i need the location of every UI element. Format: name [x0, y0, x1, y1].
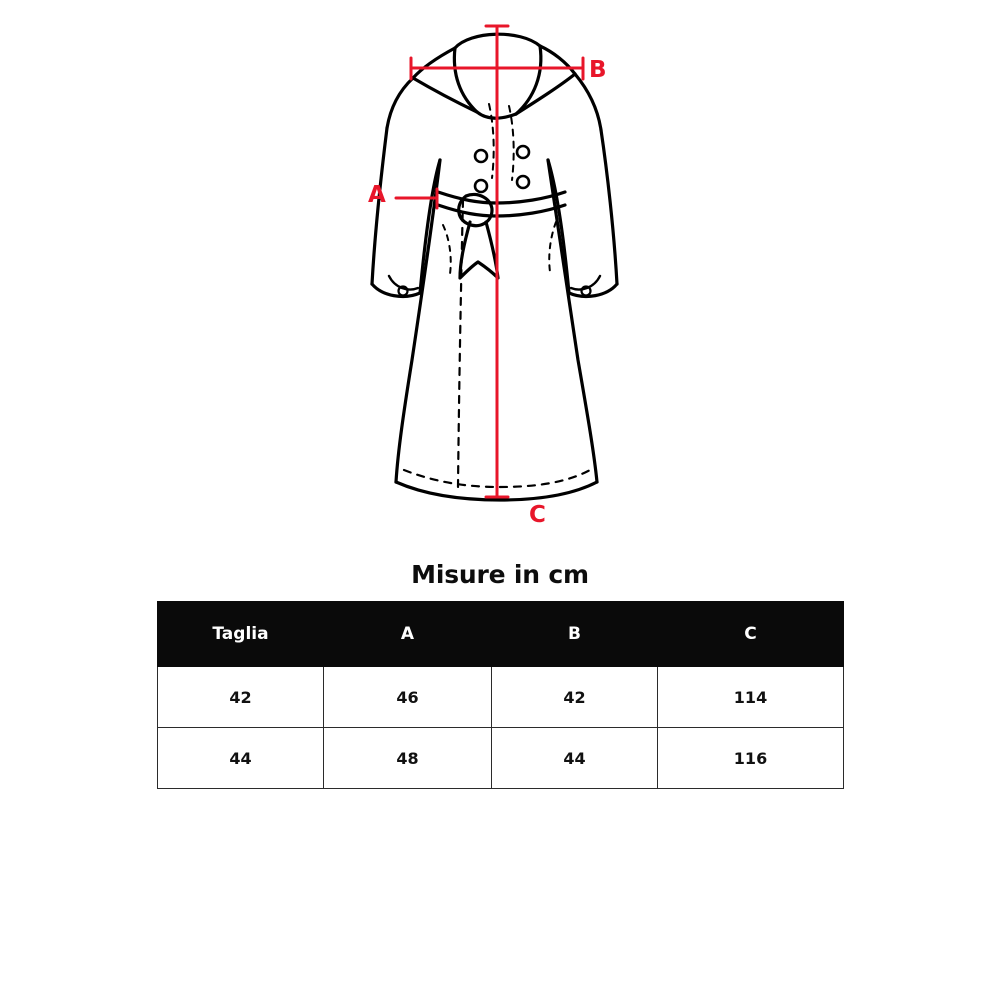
- size-table: [157, 601, 844, 789]
- cell-taglia: 44: [158, 728, 324, 789]
- cell-b: 42: [492, 667, 658, 728]
- table-row: [158, 667, 844, 728]
- measure-label-c: C: [529, 502, 547, 528]
- cell-c: 116: [658, 728, 844, 789]
- measure-label-b: B: [589, 57, 608, 83]
- table-row: [158, 728, 844, 789]
- cell-a: 48: [324, 728, 492, 789]
- size-table-section: [157, 560, 843, 789]
- table-title: Misure in cm: [411, 560, 589, 589]
- cell-a: 46: [324, 667, 492, 728]
- column-header-c: C: [658, 602, 844, 667]
- cell-b: 44: [492, 728, 658, 789]
- measure-label-a: A: [368, 182, 387, 208]
- column-header-a: A: [324, 602, 492, 667]
- cell-taglia: 42: [158, 667, 324, 728]
- table-header-row: [158, 602, 844, 667]
- column-header-taglia: Taglia: [158, 602, 324, 667]
- column-header-b: B: [492, 602, 658, 667]
- cell-c: 114: [658, 667, 844, 728]
